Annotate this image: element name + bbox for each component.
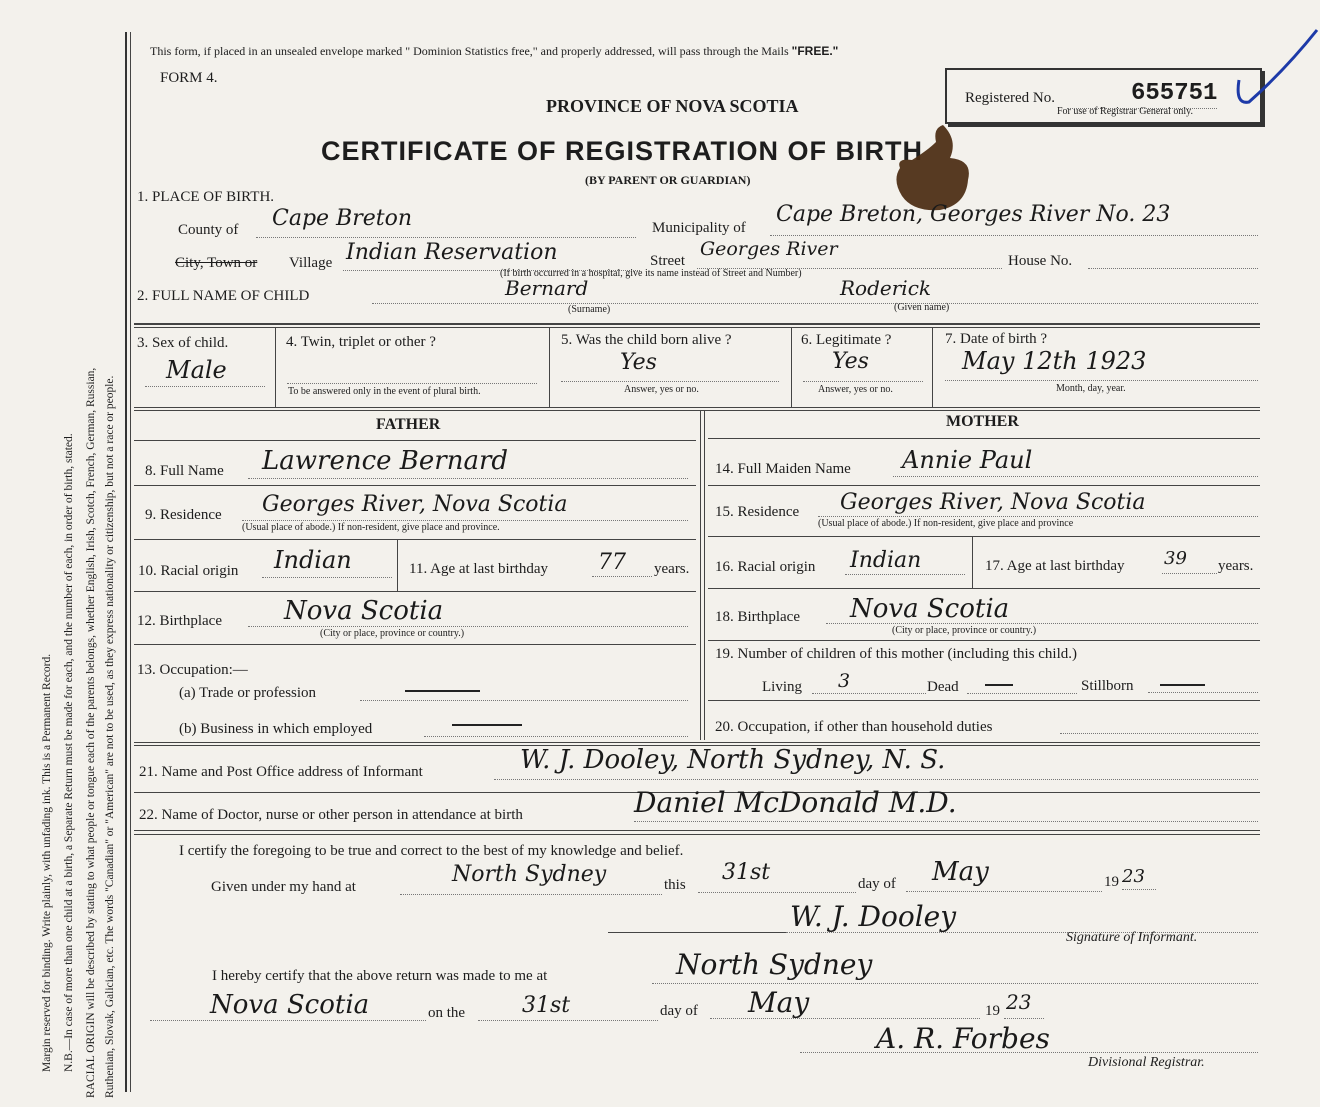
registrar-month-value: May bbox=[748, 986, 810, 1019]
business-label: (b) Business in which employed bbox=[179, 721, 373, 737]
given-year-value: 23 bbox=[1122, 866, 1145, 887]
mother-occupation-label: 20. Occupation, if other than household duties bbox=[715, 719, 993, 735]
father-name-label: 8. Full Name bbox=[145, 463, 224, 479]
mother-race-label: 16. Racial origin bbox=[715, 559, 816, 575]
mail-note-text: This form, if placed in an unsealed envelope marked " Dominion Statistics free," and properly addressed, will pass through the Mails bbox=[150, 44, 789, 58]
ink-stain bbox=[888, 120, 978, 215]
legitimate-value: Yes bbox=[832, 349, 869, 374]
margin-note-racial-origin-1: RACIAL ORIGIN will be described by stating to what people or tongue each of the parents belongs, whether English, Irish, Scotch, French, German, Russian, bbox=[85, 367, 97, 1098]
mother-age-label: 17. Age at last birthday bbox=[985, 558, 1125, 574]
given-month-value: May bbox=[932, 857, 989, 887]
registrar-place-value: North Sydney bbox=[676, 948, 873, 981]
trade-label: (a) Trade or profession bbox=[179, 685, 317, 701]
mother-residence-label: 15. Residence bbox=[715, 504, 800, 520]
village-label: Village bbox=[289, 255, 333, 271]
mother-race-value: Indian bbox=[850, 548, 922, 573]
registrar-dayof-label: day of bbox=[660, 1003, 698, 1019]
alive-note: Answer, yes or no. bbox=[624, 384, 699, 395]
legitimate-label: 6. Legitimate ? bbox=[801, 332, 892, 348]
father-birthplace-label: 12. Birthplace bbox=[137, 613, 222, 629]
sex-label: 3. Sex of child. bbox=[137, 335, 229, 351]
father-age-unit: years. bbox=[654, 561, 690, 577]
father-birthplace-note: (City or place, province or country.) bbox=[320, 628, 465, 639]
registered-number: 655751 bbox=[1131, 80, 1218, 107]
father-occupation-label: 13. Occupation:— bbox=[137, 662, 248, 678]
father-residence-note: (Usual place of abode.) If non-resident, give place and province. bbox=[242, 522, 500, 533]
mother-residence-note: (Usual place of abode.) If non-resident, give place and province bbox=[818, 518, 1074, 529]
mother-age-value: 39 bbox=[1164, 548, 1187, 569]
margin-note-binding: Margin reserved for binding. Write plainly, with unfading ink. This is a Permanent Record. bbox=[41, 653, 53, 1072]
child-surname: Bernard bbox=[505, 276, 589, 300]
binding-line-inner bbox=[130, 32, 131, 1092]
mother-heading: MOTHER bbox=[946, 413, 1019, 430]
county-label: County of bbox=[178, 222, 239, 238]
divisional-registrar-label: Divisional Registrar. bbox=[1088, 1055, 1205, 1070]
dob-note: Month, day, year. bbox=[1056, 383, 1126, 394]
child-name-label: 2. FULL NAME OF CHILD bbox=[137, 288, 310, 304]
given-day-value: 31st bbox=[722, 860, 771, 885]
given-year-prefix: 19 bbox=[1104, 874, 1119, 890]
doctor-label: 22. Name of Doctor, nurse or other person in attendance at birth bbox=[139, 807, 523, 823]
alive-label: 5. Was the child born alive ? bbox=[561, 332, 732, 348]
mother-residence-value: Georges River, Nova Scotia bbox=[840, 490, 1146, 515]
given-name-note: (Given name) bbox=[894, 302, 950, 313]
dead-label: Dead bbox=[927, 679, 959, 695]
father-race-label: 10. Racial origin bbox=[138, 563, 239, 579]
municipality-label: Municipality of bbox=[652, 220, 746, 236]
registrar-year-value: 23 bbox=[1006, 990, 1032, 1014]
certificate-title: CERTIFICATE OF REGISTRATION OF BIRTH bbox=[321, 136, 923, 166]
twin-label: 4. Twin, triplet or other ? bbox=[286, 334, 436, 350]
mother-age-unit: years. bbox=[1218, 558, 1254, 574]
certificate-subtitle: (BY PARENT OR GUARDIAN) bbox=[585, 173, 751, 187]
street-value: Georges River bbox=[700, 238, 838, 260]
father-race-value: Indian bbox=[274, 546, 352, 574]
stillborn-label: Stillborn bbox=[1081, 678, 1134, 694]
given-dayof-label: day of bbox=[858, 876, 896, 892]
registered-box bbox=[945, 68, 1262, 124]
living-value: 3 bbox=[838, 670, 851, 692]
signature-of-informant-label: Signature of Informant. bbox=[1066, 930, 1198, 945]
father-residence-value: Georges River, Nova Scotia bbox=[262, 492, 568, 517]
form-number: FORM 4. bbox=[160, 70, 218, 86]
father-name-value: Lawrence Bernard bbox=[262, 446, 509, 476]
hospital-note: (If birth occurred in a hospital, give its name instead of Street and Number) bbox=[500, 268, 802, 279]
children-count-label: 19. Number of children of this mother (including this child.) bbox=[715, 646, 1078, 662]
father-age-value: 77 bbox=[598, 550, 626, 575]
this-label: this bbox=[664, 877, 686, 893]
on-the-label: on the bbox=[428, 1005, 466, 1021]
municipality-value: Cape Breton, Georges River No. 23 bbox=[776, 202, 1171, 227]
house-number-label: House No. bbox=[1008, 253, 1073, 269]
child-given-name: Roderick bbox=[840, 276, 932, 300]
twin-note: To be answered only in the event of plural birth. bbox=[288, 386, 481, 397]
informant-signature: W. J. Dooley bbox=[790, 900, 957, 933]
surname-note: (Surname) bbox=[568, 304, 611, 315]
registrar-year-prefix: 19 bbox=[985, 1003, 1000, 1019]
binding-line bbox=[125, 32, 127, 1092]
father-age-label: 11. Age at last birthday bbox=[409, 561, 548, 577]
given-label: Given under my hand at bbox=[211, 879, 356, 895]
informant-value: W. J. Dooley, North Sydney, N. S. bbox=[520, 745, 946, 775]
certify-statement: I certify the foregoing to be true and correct to the best of my knowledge and belief. bbox=[179, 843, 684, 859]
registrar-province-value: Nova Scotia bbox=[210, 990, 370, 1020]
check-mark-icon bbox=[1225, 20, 1320, 110]
street-label: Street bbox=[650, 253, 685, 269]
father-heading: FATHER bbox=[376, 416, 441, 433]
margin-note-racial-origin-2: Ruthenian, Slovak, Galician, etc. The words "Canadian" or "American" are not to be used, as they express nationality or citizenship, but not a race or people. bbox=[104, 375, 116, 1098]
mother-name-value: Annie Paul bbox=[902, 446, 1033, 474]
informant-label: 21. Name and Post Office address of Informant bbox=[139, 764, 423, 780]
mail-note bbox=[150, 44, 838, 59]
doctor-value: Daniel McDonald M.D. bbox=[634, 786, 957, 819]
margin-note-plural-births: N.B.—In case of more than one child at a birth, a Separate Return must be made for each, and the number of each, in order of birth, stated. bbox=[63, 433, 75, 1072]
living-label: Living bbox=[762, 679, 802, 695]
province-heading: PROVINCE OF NOVA SCOTIA bbox=[546, 96, 799, 116]
alive-value: Yes bbox=[620, 350, 657, 375]
mother-birthplace-label: 18. Birthplace bbox=[715, 609, 800, 625]
registrar-signature: A. R. Forbes bbox=[876, 1022, 1050, 1055]
county-value: Cape Breton bbox=[272, 206, 413, 231]
registrar-day-value: 31st bbox=[522, 993, 571, 1018]
legitimate-note: Answer, yes or no. bbox=[818, 384, 893, 395]
given-place-value: North Sydney bbox=[452, 862, 607, 887]
registrar-note: For use of Registrar General only. bbox=[1057, 106, 1193, 117]
registered-label: Registered No. bbox=[965, 90, 1055, 106]
mail-free: "FREE." bbox=[791, 44, 839, 58]
registrar-statement: I hereby certify that the above return was made to me at bbox=[212, 968, 548, 984]
place-heading: 1. PLACE OF BIRTH. bbox=[137, 189, 275, 205]
mother-name-label: 14. Full Maiden Name bbox=[715, 461, 851, 477]
mother-birthplace-value: Nova Scotia bbox=[850, 594, 1010, 624]
dob-value: May 12th 1923 bbox=[962, 347, 1147, 375]
father-residence-label: 9. Residence bbox=[145, 507, 222, 523]
dob-label: 7. Date of birth ? bbox=[945, 331, 1048, 347]
mother-birthplace-note: (City or place, province or country.) bbox=[892, 625, 1037, 636]
sex-value: Male bbox=[166, 356, 227, 384]
village-value: Indian Reservation bbox=[346, 240, 558, 265]
city-town-struck: City, Town or bbox=[175, 255, 258, 271]
father-birthplace-value: Nova Scotia bbox=[284, 596, 444, 626]
